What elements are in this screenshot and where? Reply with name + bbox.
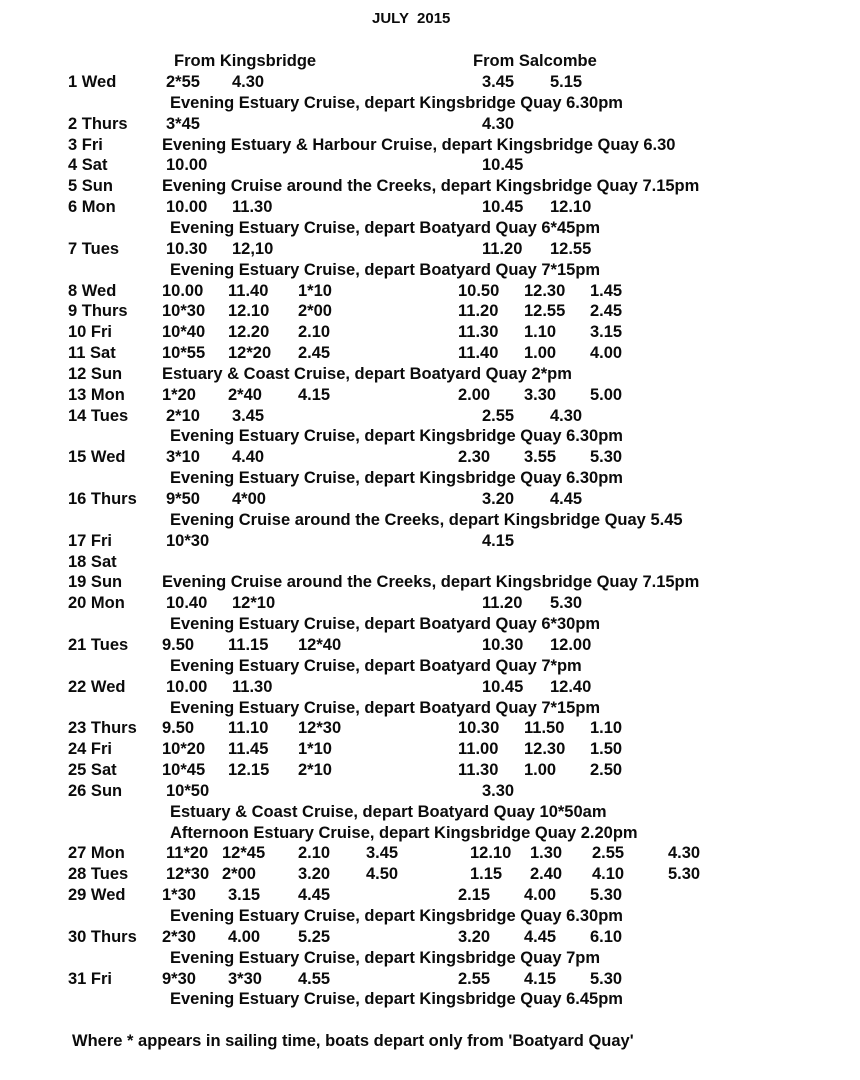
salcombe-time: 10.30 [458, 719, 500, 737]
salcombe-time: 4.45 [550, 490, 583, 508]
kingsbridge-time: 3*30 [228, 970, 262, 988]
salcombe-time: 2.30 [458, 448, 491, 466]
kingsbridge-time: 11.15 [228, 636, 269, 654]
cruise-note: Evening Estuary Cruise, depart Boatyard Quay 6*30pm [170, 615, 601, 633]
salcombe-time: 4.30 [482, 115, 515, 133]
day-label: 27 Mon [68, 844, 125, 862]
salcombe-time: 10.45 [482, 156, 524, 174]
cruise-note: Evening Estuary Cruise, depart Boatyard Quay 7*15pm [170, 699, 601, 717]
kingsbridge-time: 4.40 [232, 448, 265, 466]
salcombe-time: 3.15 [590, 323, 623, 341]
salcombe-time: 2.50 [590, 761, 623, 779]
salcombe-time: 1.50 [590, 740, 623, 758]
salcombe-time: 12.10 [470, 844, 512, 862]
day-label: 29 Wed [68, 886, 126, 904]
salcombe-time: 11.20 [482, 240, 523, 258]
salcombe-time: 2.15 [458, 886, 491, 904]
kingsbridge-time: 10*50 [166, 782, 210, 800]
kingsbridge-time: 11.45 [228, 740, 269, 758]
kingsbridge-time: 11.30 [232, 198, 273, 216]
salcombe-time: 2.45 [590, 302, 623, 320]
kingsbridge-time: 10.00 [166, 156, 208, 174]
kingsbridge-time: 4.00 [228, 928, 261, 946]
salcombe-time: 1.15 [470, 865, 503, 883]
kingsbridge-time: 10.00 [162, 282, 204, 300]
kingsbridge-time: 4*00 [232, 490, 266, 508]
day-label: 2 Thurs [68, 115, 128, 133]
salcombe-time: 12.10 [550, 198, 592, 216]
kingsbridge-time: 2*40 [228, 386, 262, 404]
day-label: 15 Wed [68, 448, 126, 466]
day-label: 8 Wed [68, 282, 117, 300]
cruise-note: Estuary & Coast Cruise, depart Boatyard Quay 10*50am [170, 803, 607, 821]
salcombe-time: 3.30 [524, 386, 557, 404]
kingsbridge-time: 1*20 [162, 386, 196, 404]
kingsbridge-time: 9.50 [162, 636, 195, 654]
day-label: 23 Thurs [68, 719, 137, 737]
cruise-note: Evening Estuary Cruise, depart Kingsbridge Quay 6.30pm [170, 94, 623, 112]
salcombe-time: 5.00 [590, 386, 623, 404]
salcombe-time: 1.00 [524, 761, 557, 779]
kingsbridge-time: 10*30 [166, 532, 210, 550]
kingsbridge-time: 12.10 [228, 302, 270, 320]
salcombe-time: 12.55 [524, 302, 566, 320]
salcombe-time: 10.45 [482, 198, 524, 216]
salcombe-time: 12.30 [524, 740, 566, 758]
cruise-note: Evening Estuary Cruise, depart Kingsbridge Quay 6.45pm [170, 990, 623, 1008]
salcombe-time: 11.00 [458, 740, 499, 758]
kingsbridge-time: 2.10 [298, 844, 331, 862]
salcombe-time: 2.55 [592, 844, 625, 862]
kingsbridge-time: 10.00 [166, 198, 208, 216]
kingsbridge-time: 9*50 [166, 490, 200, 508]
kingsbridge-time: 1*10 [298, 740, 332, 758]
salcombe-time: 4.00 [524, 886, 557, 904]
kingsbridge-time: 3*10 [166, 448, 200, 466]
day-label: 5 Sun [68, 177, 113, 195]
header-from-kingsbridge: From Kingsbridge [174, 52, 317, 70]
day-label: 28 Tues [68, 865, 129, 883]
salcombe-time: 12.55 [550, 240, 592, 258]
kingsbridge-time: 4.15 [298, 386, 331, 404]
salcombe-time: 1.30 [530, 844, 563, 862]
salcombe-time: 12.30 [524, 282, 566, 300]
salcombe-time: 10.45 [482, 678, 524, 696]
day-label: 25 Sat [68, 761, 117, 779]
day-label: 20 Mon [68, 594, 125, 612]
page-title: JULY 2015 [372, 10, 451, 27]
cruise-note: Evening Cruise around the Creeks, depart Kingsbridge Quay 5.45 [170, 511, 683, 529]
salcombe-time: 1.10 [524, 323, 557, 341]
salcombe-time: 6.10 [590, 928, 623, 946]
day-label: 1 Wed [68, 73, 117, 91]
day-label: 30 Thurs [68, 928, 137, 946]
salcombe-time: 5.15 [550, 73, 583, 91]
salcombe-time: 3.55 [524, 448, 557, 466]
cruise-note: Evening Estuary Cruise, depart Kingsbridge Quay 7pm [170, 949, 601, 967]
salcombe-time: 5.30 [590, 886, 623, 904]
kingsbridge-time: 12.15 [228, 761, 270, 779]
day-label: 18 Sat [68, 553, 117, 571]
day-label: 4 Sat [68, 156, 108, 174]
cruise-note: Evening Cruise around the Creeks, depart Kingsbridge Quay 7.15pm [162, 573, 700, 591]
kingsbridge-time: 11*20 [166, 844, 209, 862]
kingsbridge-time: 12*30 [166, 865, 210, 883]
kingsbridge-time: 3.45 [366, 844, 399, 862]
day-label: 16 Thurs [68, 490, 137, 508]
kingsbridge-time: 2*10 [166, 407, 200, 425]
day-label: 14 Tues [68, 407, 129, 425]
day-label: 17 Fri [68, 532, 113, 550]
kingsbridge-time: 12,10 [232, 240, 274, 258]
day-label: 26 Sun [68, 782, 123, 800]
kingsbridge-time: 3.20 [298, 865, 331, 883]
day-label: 3 Fri [68, 136, 103, 154]
salcombe-time: 2.40 [530, 865, 563, 883]
salcombe-time: 4.00 [590, 344, 623, 362]
salcombe-time: 3.20 [458, 928, 491, 946]
kingsbridge-time: 3*45 [166, 115, 200, 133]
salcombe-time: 4.15 [482, 532, 515, 550]
kingsbridge-time: 4.50 [366, 865, 399, 883]
salcombe-time: 5.30 [550, 594, 583, 612]
day-label: 10 Fri [68, 323, 113, 341]
kingsbridge-time: 2*30 [162, 928, 196, 946]
salcombe-time: 1.00 [524, 344, 557, 362]
kingsbridge-time: 10.00 [166, 678, 208, 696]
cruise-note: Evening Estuary Cruise, depart Kingsbridge Quay 6.30pm [170, 469, 623, 487]
salcombe-time: 11.40 [458, 344, 499, 362]
kingsbridge-time: 2*10 [298, 761, 332, 779]
salcombe-time: 11.30 [458, 761, 499, 779]
kingsbridge-time: 2*00 [222, 865, 256, 883]
kingsbridge-time: 12*30 [298, 719, 342, 737]
salcombe-time: 5.30 [590, 970, 623, 988]
header-from-salcombe: From Salcombe [473, 52, 597, 70]
cruise-note: Evening Estuary Cruise, depart Boatyard Quay 6*45pm [170, 219, 601, 237]
cruise-note: Evening Estuary Cruise, depart Boatyard Quay 7*pm [170, 657, 582, 675]
kingsbridge-time: 10*20 [162, 740, 206, 758]
cruise-note: Afternoon Estuary Cruise, depart Kingsbridge Quay 2.20pm [170, 824, 638, 842]
cruise-note: Evening Cruise around the Creeks, depart Kingsbridge Quay 7.15pm [162, 177, 700, 195]
kingsbridge-time: 5.25 [298, 928, 331, 946]
kingsbridge-time: 2.45 [298, 344, 331, 362]
salcombe-time: 3.30 [482, 782, 515, 800]
salcombe-time: 4.30 [668, 844, 701, 862]
cruise-note: Evening Estuary Cruise, depart Boatyard Quay 7*15pm [170, 261, 601, 279]
kingsbridge-time: 4.30 [232, 73, 265, 91]
salcombe-time: 12.40 [550, 678, 592, 696]
salcombe-time: 1.10 [590, 719, 623, 737]
kingsbridge-time: 2*55 [166, 73, 200, 91]
salcombe-time: 1.45 [590, 282, 623, 300]
kingsbridge-time: 12*40 [298, 636, 342, 654]
kingsbridge-time: 12*45 [222, 844, 266, 862]
kingsbridge-time: 1*30 [162, 886, 196, 904]
day-label: 9 Thurs [68, 302, 128, 320]
kingsbridge-time: 2.10 [298, 323, 331, 341]
salcombe-time: 11.50 [524, 719, 565, 737]
salcombe-time: 4.15 [524, 970, 557, 988]
salcombe-time: 3.20 [482, 490, 515, 508]
salcombe-time: 2.00 [458, 386, 491, 404]
kingsbridge-time: 12*10 [232, 594, 276, 612]
day-label: 22 Wed [68, 678, 126, 696]
kingsbridge-time: 10.30 [166, 240, 208, 258]
cruise-note: Evening Estuary Cruise, depart Kingsbridge Quay 6.30pm [170, 427, 623, 445]
kingsbridge-time: 1*10 [298, 282, 332, 300]
salcombe-time: 11.20 [482, 594, 523, 612]
salcombe-time: 5.30 [668, 865, 701, 883]
day-label: 24 Fri [68, 740, 113, 758]
kingsbridge-time: 9*30 [162, 970, 196, 988]
salcombe-time: 11.20 [458, 302, 499, 320]
kingsbridge-time: 9.50 [162, 719, 195, 737]
salcombe-time: 12.00 [550, 636, 592, 654]
kingsbridge-time: 11.10 [228, 719, 269, 737]
salcombe-time: 4.10 [592, 865, 625, 883]
kingsbridge-time: 3.45 [232, 407, 265, 425]
salcombe-time: 4.45 [524, 928, 557, 946]
cruise-note: Evening Estuary & Harbour Cruise, depart Kingsbridge Quay 6.30 [162, 136, 676, 154]
day-label: 19 Sun [68, 573, 123, 591]
cruise-note: Estuary & Coast Cruise, depart Boatyard Quay 2*pm [162, 365, 572, 383]
salcombe-time: 2.55 [482, 407, 515, 425]
kingsbridge-time: 10*30 [162, 302, 206, 320]
kingsbridge-time: 10.40 [166, 594, 208, 612]
kingsbridge-time: 2*00 [298, 302, 332, 320]
kingsbridge-time: 11.30 [232, 678, 273, 696]
footnote: Where * appears in sailing time, boats depart only from 'Boatyard Quay' [72, 1032, 634, 1050]
kingsbridge-time: 12.20 [228, 323, 270, 341]
salcombe-time: 10.50 [458, 282, 500, 300]
kingsbridge-time: 10*45 [162, 761, 206, 779]
kingsbridge-time: 10*40 [162, 323, 206, 341]
day-label: 6 Mon [68, 198, 116, 216]
salcombe-time: 4.30 [550, 407, 583, 425]
day-label: 13 Mon [68, 386, 125, 404]
kingsbridge-time: 10*55 [162, 344, 206, 362]
day-label: 31 Fri [68, 970, 113, 988]
day-label: 7 Tues [68, 240, 120, 258]
kingsbridge-time: 4.55 [298, 970, 331, 988]
salcombe-time: 3.45 [482, 73, 515, 91]
kingsbridge-time: 3.15 [228, 886, 261, 904]
salcombe-time: 5.30 [590, 448, 623, 466]
day-label: 11 Sat [68, 344, 116, 362]
day-label: 12 Sun [68, 365, 123, 383]
kingsbridge-time: 12*20 [228, 344, 272, 362]
day-label: 21 Tues [68, 636, 129, 654]
cruise-note: Evening Estuary Cruise, depart Kingsbridge Quay 6.30pm [170, 907, 623, 925]
salcombe-time: 11.30 [458, 323, 499, 341]
kingsbridge-time: 4.45 [298, 886, 331, 904]
salcombe-time: 2.55 [458, 970, 491, 988]
salcombe-time: 10.30 [482, 636, 524, 654]
kingsbridge-time: 11.40 [228, 282, 269, 300]
